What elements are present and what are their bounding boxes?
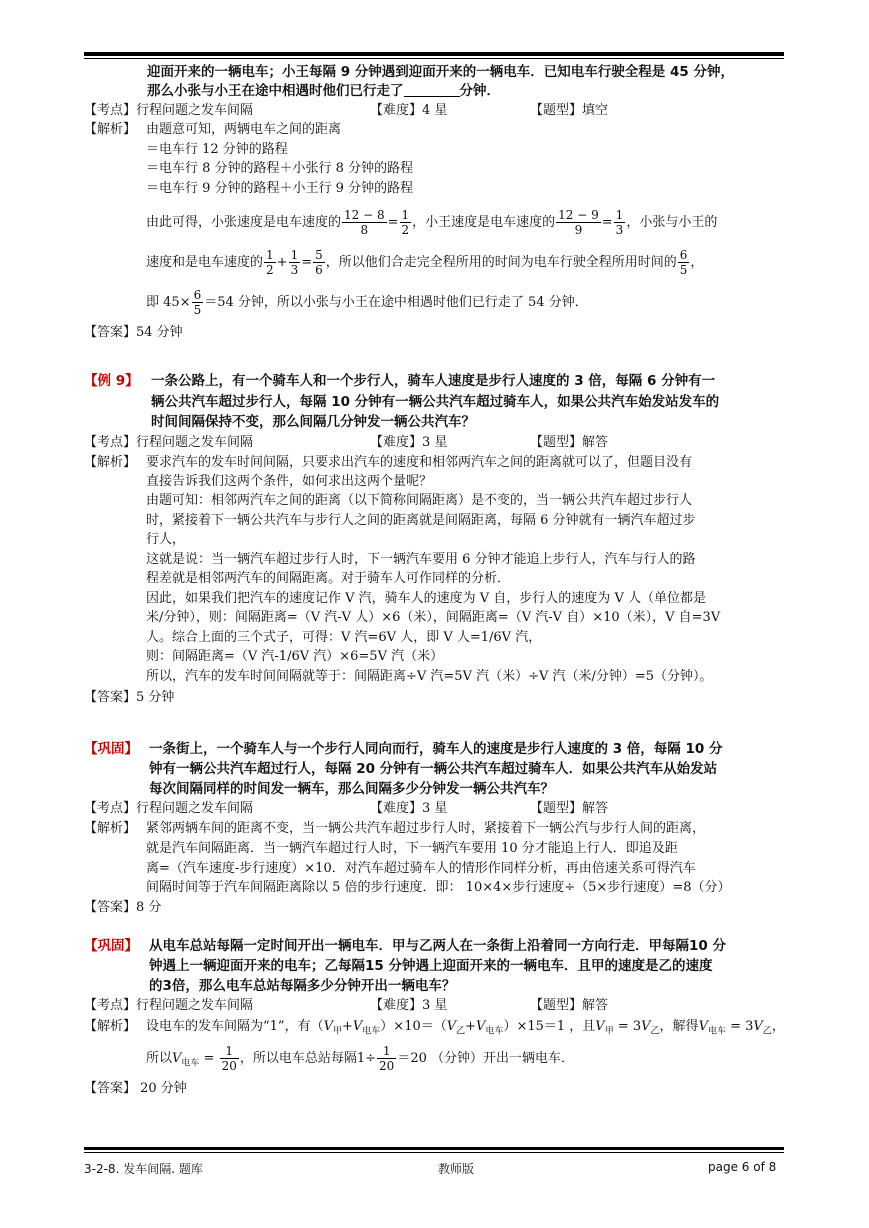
fraction: $\frac{1}{3}$ — [290, 248, 299, 277]
prev-answer: 【答案】54 分钟 — [84, 325, 183, 340]
example-9-jiexi-line: 这就是说：当一辆汽车超过步行人时，下一辆汽车要用 6 分钟才能追上步行人，汽车与行人的路 — [146, 552, 696, 567]
prev-jiexi-line: ＝电车行 12 分钟的路程 — [146, 142, 288, 157]
prev-question-line-1: 迎面开来的一辆电车；小王每隔 9 分钟遇到迎面开来的一辆电车．已知电车行驶全程是 45 分钟， — [147, 64, 734, 80]
consolidation-1-meta-kaodian: 【考点】行程问题之发车间隔 — [84, 801, 254, 816]
prev-meta-nandu: 【难度】4 星 — [370, 103, 448, 118]
fraction: $\frac{1}{20}$ — [379, 1044, 395, 1073]
consolidation-2-jiexi-tag: 【解析】 — [84, 1019, 137, 1034]
consolidation-2-tag: 【巩固】 — [84, 938, 138, 954]
example-9-jiexi-line: 行人， — [146, 532, 186, 547]
example-9-question-line: 辆公共汽车超过步行人，每隔 10 分钟有一辆公共汽车超过骑车人，如果公共汽车始发站发车的 — [151, 394, 720, 410]
example-9-jiexi-line: 所以，汽车的发车时间间隔就等于：间隔距离÷V 汽=5V 汽（米）÷V 汽（米/分钟）=5（分钟）。 — [146, 669, 713, 684]
fraction: $\frac{5}{6}$ — [315, 248, 323, 277]
consolidation-2-meta-nandu: 【难度】3 星 — [370, 998, 448, 1013]
fraction: $\frac{1}{2}$ — [401, 208, 410, 237]
fraction: $\frac{12 - 8}{8}$ — [344, 208, 385, 237]
consolidation-1-jiexi-tag: 【解析】 — [84, 821, 137, 836]
example-9-jiexi-line: 米/分钟），则：间隔距离=（V 汽-V 人）×6（米），间隔距离=（V 汽-V 自）×10（米），V 自=3V — [146, 610, 721, 625]
example-9-question-line: 时间间隔保持不变，那么间隔几分钟发一辆公共汽车？ — [151, 414, 475, 430]
consolidation-2-jiexi-fraction-line: 所以$V_{电车}$ = $\frac{1}{20}$ ，所以电车总站每隔1÷ $\frac{1}{20}$ ＝20 （分钟）开出一辆电车． — [146, 1044, 575, 1073]
example-9-jiexi-line: 人。综合上面的三个式子，可得：V 汽=6V 人，即 V 人=1/6V 汽， — [146, 630, 542, 645]
fraction: $\frac{6}{5}$ — [679, 248, 688, 277]
consolidation-2-jiexi-formula-line: 设电车的发车间隔为“1”，有$(V_甲+V_{电车})\times 10=(V_乙+V_{电车})\times 15=1$ ，且$V_甲 = 3V_乙$，解得$V_{电车} = 3V_乙$， — [146, 1019, 785, 1037]
fraction: $\frac{1}{20}$ — [221, 1044, 237, 1073]
consolidation-2-meta-tixing: 【题型】解答 — [530, 998, 609, 1013]
consolidation-2-question-line: 的3倍，那么电车总站每隔多少分钟开出一辆电车？ — [149, 978, 456, 994]
example-9-jiexi-tag: 【解析】 — [84, 455, 137, 470]
consolidation-1-question-line: 每次间隔同样的时间发一辆车，那么间隔多少分钟发一辆公共汽车？ — [149, 781, 554, 797]
footer-rule — [84, 1147, 784, 1150]
answer-blank — [404, 84, 460, 97]
prev-jiexi-fraction-line-3: 即 45× $\frac{6}{5}$ ＝54 分钟，所以小张与小王在途中相遇时他们已行走了 54 分钟． — [146, 288, 588, 317]
footer-page-number: page 6 of 8 — [708, 1160, 777, 1174]
example-9-jiexi-line: 直接告诉我们这两个条件，如何求出这两个量呢？ — [146, 474, 433, 489]
fraction: $\frac{1}{3}$ — [615, 208, 624, 237]
prev-jiexi-tag: 【解析】 — [84, 122, 137, 137]
prev-meta-tixing: 【题型】填空 — [530, 103, 609, 118]
consolidation-1-answer: 【答案】8 分 — [84, 900, 162, 915]
consolidation-1-jiexi-line: 就是汽车间隔距离．当一辆汽车超过行人时，下一辆汽车要用 10 分才能追上行人．即追及距 — [146, 841, 678, 856]
consolidation-1-jiexi-line: 紧邻两辆车间的距离不变，当一辆公共汽车超过步行人时，紧接着下一辆公汽与步行人间的距离， — [146, 821, 706, 836]
prev-jiexi-line: ＝电车行 9 分钟的路程＋小王行 9 分钟的路程 — [146, 181, 414, 196]
consolidation-1-meta-tixing: 【题型】解答 — [530, 801, 609, 816]
consolidation-2-answer: 【答案】 20 分钟 — [84, 1081, 187, 1096]
footer-doc-title: 3-2-8. 发车间隔. 题库 — [84, 1162, 203, 1176]
example-9-jiexi-line: 因此，如果我们把汽车的速度记作 V 汽，骑车人的速度为 V 自，步行人的速度为 V 人（单位都是 — [146, 591, 706, 606]
footer-rule-thin — [84, 1152, 784, 1153]
fraction: $\frac{12 - 9}{9}$ — [558, 208, 599, 237]
consolidation-1-meta-nandu: 【难度】3 星 — [370, 801, 448, 816]
prev-jiexi-fraction-line-1: 由此可得，小张速度是电车速度的 $\frac{12 - 8}{8}$ = $\frac{1}{2}$ ，小王速度是电车速度的 $\frac{12 - 9}{9}$ = $\frac{1}{3}$ ，小张与小王的 — [146, 208, 718, 237]
consolidation-1-jiexi-line: 间隔时间等于汽车间隔距离除以 5 倍的步行速度．即： 10×4×步行速度÷（5×步行速度）=8（分） — [146, 880, 731, 895]
example-9-jiexi-line: 时，紧接着下一辆公共汽车与步行人之间的距离就是间隔距离，每隔 6 分钟就有一辆汽车超过步 — [146, 513, 696, 528]
consolidation-2-question-line: 从电车总站每隔一定时间开出一辆电车．甲与乙两人在一条街上沿着同一方向行走．甲每隔10 分 — [149, 938, 726, 954]
consolidation-2-meta-kaodian: 【考点】行程问题之发车间隔 — [84, 998, 254, 1013]
consolidation-1-jiexi-line: 离=（汽车速度-步行速度）×10．对汽车超过骑车人的情形作同样分析，再由倍速关系可得汽车 — [146, 861, 696, 876]
consolidation-1-question-line: 钟有一辆公共汽车超过行人，每隔 20 分钟有一辆公共汽车超过骑车人．如果公共汽车从始发站 — [149, 761, 718, 777]
fraction: $\frac{1}{2}$ — [266, 248, 274, 277]
prev-meta-kaodian: 【考点】行程问题之发车间隔 — [84, 103, 254, 118]
header-rule — [84, 52, 784, 56]
footer-edition: 教师版 — [438, 1162, 475, 1176]
consolidation-1-question-line: 一条街上，一个骑车人与一个步行人同向而行，骑车人的速度是步行人速度的 3 倍，每隔 10 分 — [149, 741, 723, 757]
example-9-jiexi-line: 则：间隔距离=（V 汽-1/6V 汽）×6=5V 汽（米） — [146, 649, 444, 664]
example-9-meta-tixing: 【题型】解答 — [530, 435, 609, 450]
prev-question-line-2: 那么小张与小王在途中相遇时他们已行走了 分钟． — [147, 83, 500, 99]
header-rule-thin — [84, 58, 784, 59]
example-9-question-line: 一条公路上，有一个骑车人和一个步行人，骑车人速度是步行人速度的 3 倍，每隔 6 分钟有一 — [151, 373, 716, 389]
example-9-jiexi-line: 程差就是相邻两汽车的间隔距离。对于骑车人可作同样的分析． — [146, 571, 511, 586]
example-9-meta-kaodian: 【考点】行程问题之发车间隔 — [84, 435, 254, 450]
example-9-answer: 【答案】5 分钟 — [84, 690, 175, 705]
prev-jiexi-line: ＝电车行 8 分钟的路程＋小张行 8 分钟的路程 — [146, 161, 414, 176]
example-9-tag: 【例 9】 — [84, 373, 139, 389]
example-9-meta-nandu: 【难度】3 星 — [370, 435, 448, 450]
prev-jiexi-fraction-line-2: 速度和是电车速度的 $\frac{1}{2}$ + $\frac{1}{3}$ = $\frac{5}{6}$ ，所以他们合走完全程所用的时间为电车行驶全程所用时间的 $\frac{6}{5}$ ， — [146, 248, 704, 277]
example-9-jiexi-line: 要求汽车的发车时间间隔，只要求出汽车的速度和相邻两汽车之间的距离就可以了，但题目没有 — [146, 455, 693, 470]
example-9-jiexi-line: 由题可知：相邻两汽车之间的距离（以下简称间隔距离）是不变的，当一辆公共汽车超过步行人 — [146, 493, 693, 508]
consolidation-2-question-line: 钟遇上一辆迎面开来的电车；乙每隔15 分钟遇上迎面开来的一辆电车．且甲的速度是乙的速度 — [149, 958, 713, 974]
consolidation-1-tag: 【巩固】 — [84, 741, 138, 757]
prev-jiexi-line: 由题意可知，两辆电车之间的距离 — [146, 122, 342, 137]
fraction: $\frac{6}{5}$ — [193, 288, 202, 317]
